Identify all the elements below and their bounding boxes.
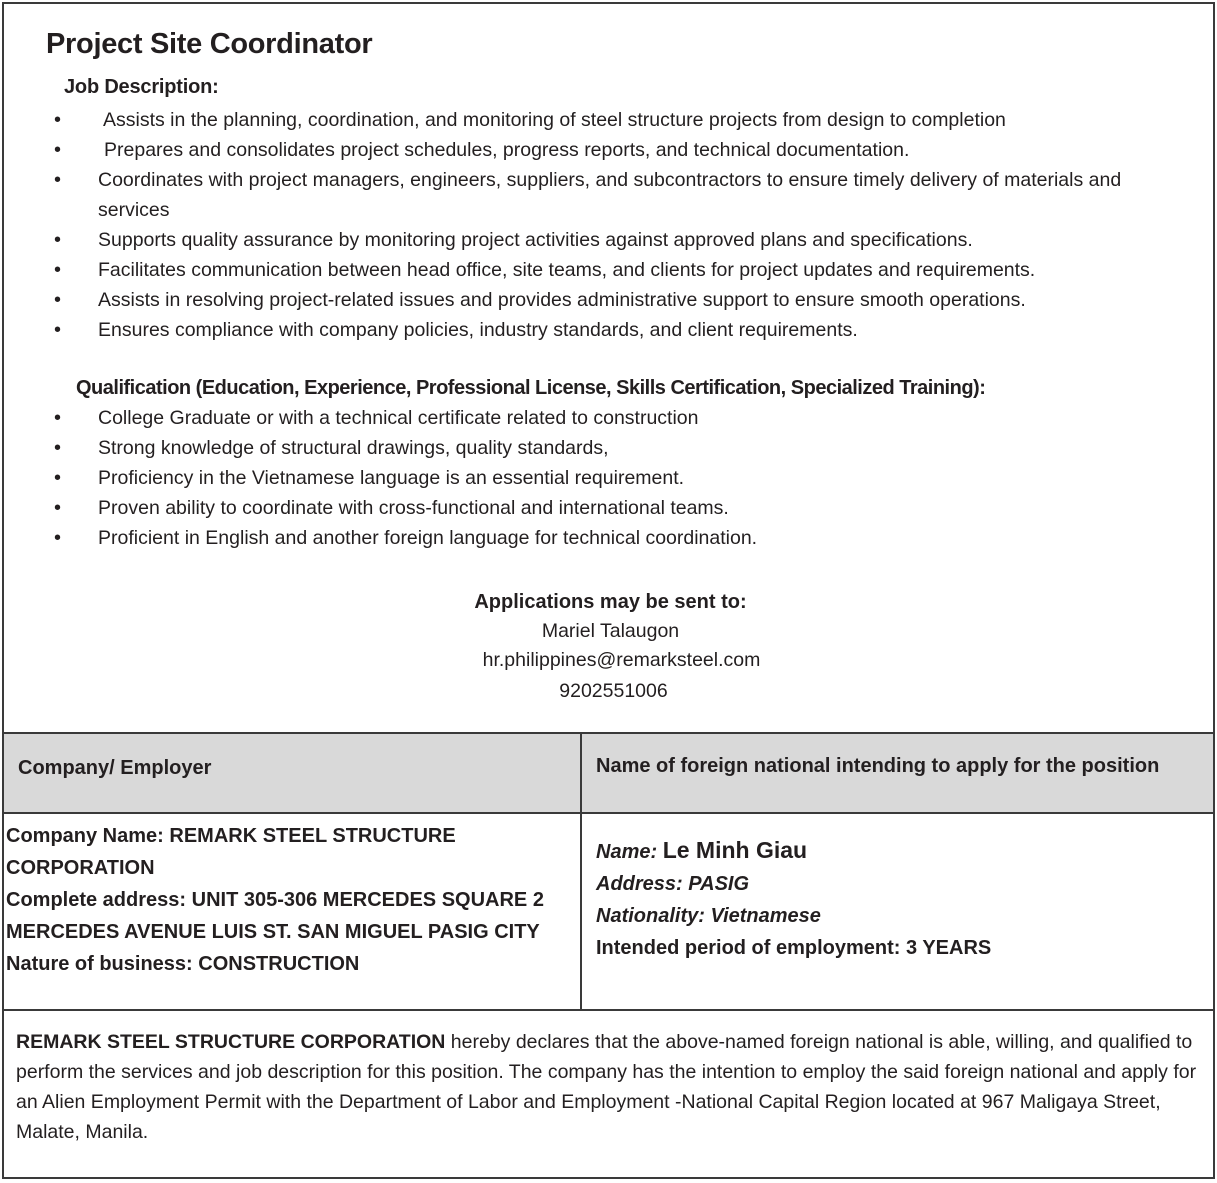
list-item: • Strong knowledge of structural drawings, quality standards,: [4, 433, 1173, 463]
employment-period-row: Intended period of employment: 3 YEARS: [596, 937, 992, 959]
bullet-icon: •: [54, 467, 62, 489]
header-company-employer: Company/ Employer: [18, 757, 212, 779]
company-details: [6, 820, 578, 980]
list-item: • Proven ability to coordinate with cross-functional and international teams.: [4, 493, 1173, 523]
business-nature-row: Nature of business: CONSTRUCTION: [6, 953, 360, 975]
list-item: • College Graduate or with a technical certificate related to construction: [4, 403, 1173, 433]
declaration-text: REMARK STEEL STRUCTURE CORPORATION hereby declares that the above-named foreign national is able, willing, and qualified to perform the services and job description for this position. The company has the intention to employ the said foreign national and apply for an Alien Employment Permit with the Department of Labor and Employment -National Capital Region located at 967 Maligaya Street, Malate, Manila.: [16, 1031, 1197, 1143]
employer-table: [4, 732, 1213, 1009]
table-header: [4, 734, 1213, 814]
national-name-row: Name: Le Minh Giau: [596, 837, 808, 863]
column-divider: [580, 734, 582, 1009]
job-details-section: [4, 4, 1213, 732]
list-item: • Supports quality assurance by monitoring project activities against approved plans and specifications.: [4, 225, 1173, 255]
list-item: • Proficiency in the Vietnamese language is an essential requirement.: [4, 463, 1173, 493]
contact-name: Mariel Talaugon: [541, 620, 680, 642]
contact-email[interactable]: hr.philippines@remarksteel.com: [482, 649, 761, 671]
list-item: • Assists in resolving project-related issues and provides administrative support to ensure smooth operations.: [4, 285, 1173, 315]
contact-phone: 9202551006: [559, 680, 668, 702]
list-item: • Proficient in English and another foreign language for technical coordination.: [4, 523, 1173, 553]
list-item: • Assists in the planning, coordination, and monitoring of steel structure projects from design to completion: [4, 105, 1173, 135]
bullet-icon: •: [54, 437, 62, 459]
qualification-heading: Qualification (Education, Experience, Professional License, Skills Certification, Specialized Training):: [76, 377, 986, 399]
declaration-section: [4, 1009, 1213, 1147]
header-foreign-national: Name of foreign national intending to apply for the position: [596, 755, 1160, 777]
applications-heading: Applications may be sent to:: [474, 591, 747, 613]
national-address-row: Address: PASIG: [596, 873, 750, 895]
declaration-company: REMARK STEEL STRUCTURE CORPORATION: [16, 1031, 446, 1053]
bullet-icon: •: [54, 407, 62, 429]
bullet-icon: •: [54, 527, 62, 549]
bullet-icon: •: [54, 289, 62, 311]
bullet-icon: •: [54, 109, 62, 131]
company-name-row: Company Name: REMARK STEEL STRUCTURE CORPORATION: [6, 825, 456, 879]
list-item: • Coordinates with project managers, engineers, suppliers, and subcontractors to ensure timely delivery of materials and services: [4, 165, 1173, 225]
bullet-icon: •: [54, 139, 62, 161]
bullet-icon: •: [54, 169, 62, 191]
bullet-icon: •: [54, 497, 62, 519]
bullet-icon: •: [54, 319, 62, 341]
qualification-list: [4, 403, 1173, 553]
foreign-national-details: [596, 834, 1196, 964]
list-item: • Ensures compliance with company policies, industry standards, and client requirements.: [4, 315, 1173, 345]
list-item: • Facilitates communication between head office, site teams, and clients for project updates and requirements.: [4, 255, 1173, 285]
nationality-row: Nationality: Vietnamese: [596, 905, 821, 927]
company-address-row: Complete address: UNIT 305-306 MERCEDES SQUARE 2 MERCEDES AVENUE LUIS ST. SAN MIGUEL PASIG CITY: [6, 889, 544, 943]
page-title: Project Site Coordinator: [46, 28, 373, 60]
job-description-list: [4, 105, 1173, 345]
job-description-heading: Job Description:: [64, 76, 219, 98]
job-posting-document: [2, 2, 1215, 1179]
bullet-icon: •: [54, 229, 62, 251]
bullet-icon: •: [54, 259, 62, 281]
list-item: • Prepares and consolidates project schedules, progress reports, and technical documentation.: [4, 135, 1173, 165]
